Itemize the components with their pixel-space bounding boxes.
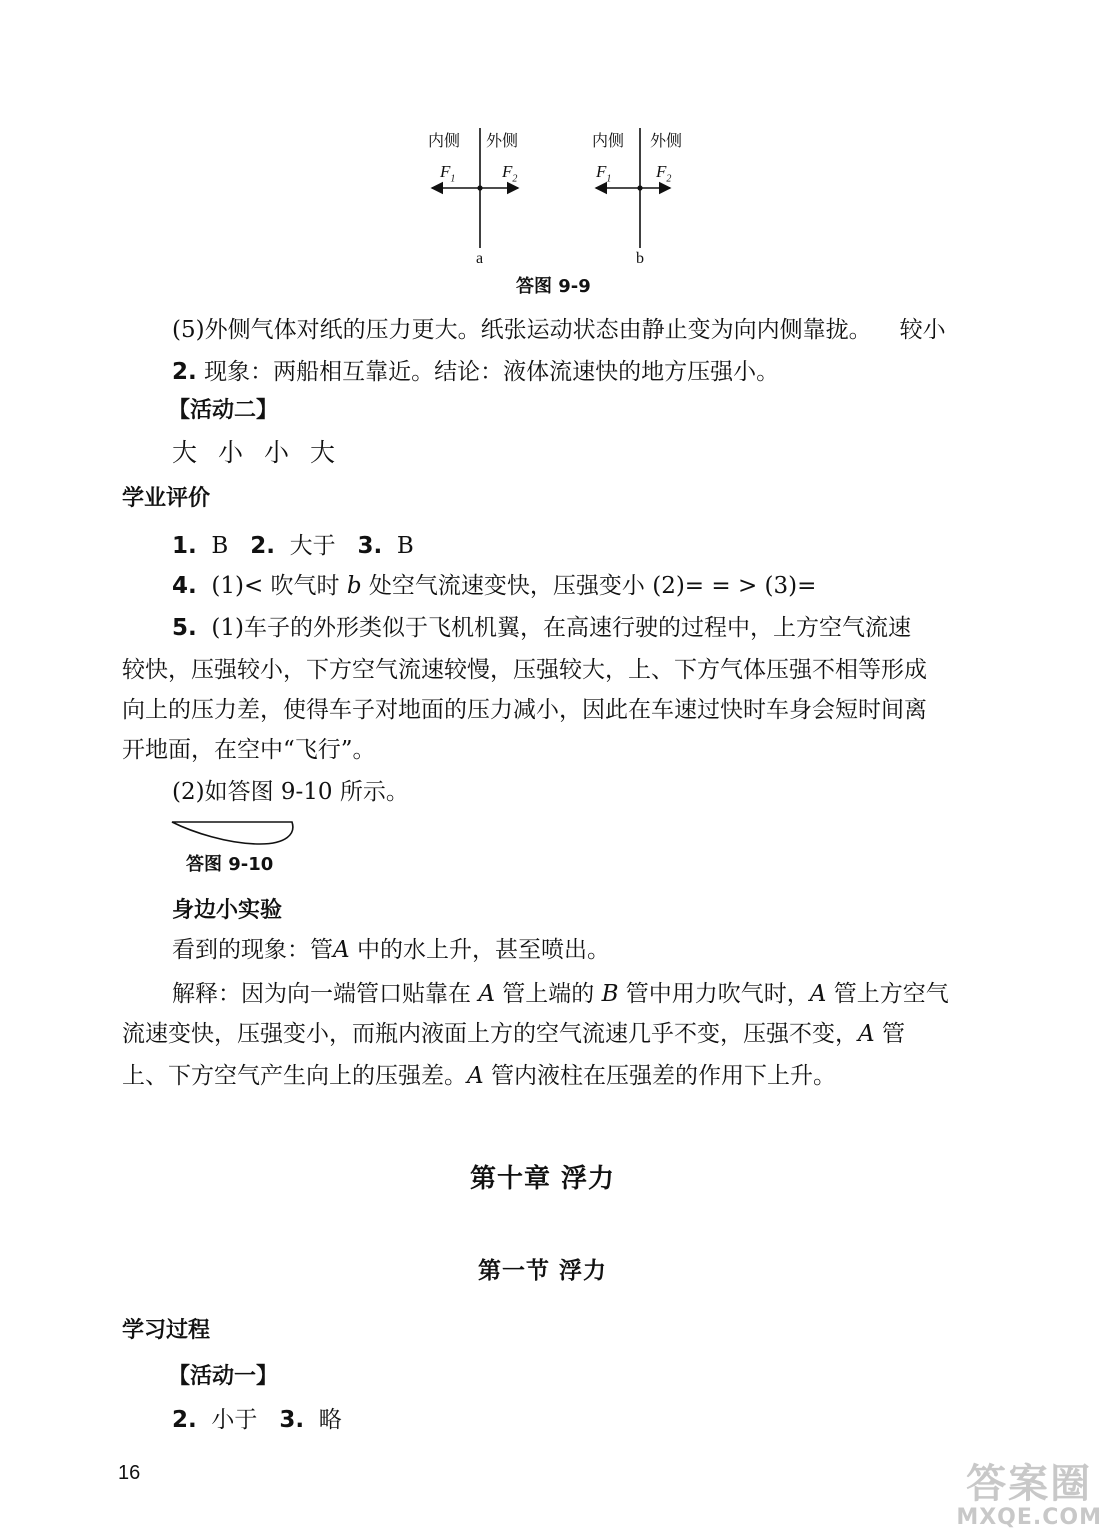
force-f1-label-a: $F_1$ [440,162,456,185]
diagram-b-label: b [636,250,644,267]
section-title: 第一节 浮力 [478,1258,608,1284]
assessment-line4: 4. (1)< 吹气时 b 处空气流速变快，压强变小 (2)= = > (3)= [172,573,817,599]
force-f2-label-b: $F_2$ [656,162,672,185]
experiment-explanation-line3: 上、下方空气产生向上的压强差。A 管内液柱在压强差的作用下上升。 [122,1063,836,1089]
experiment-explanation-line2: 流速变快，压强变小，而瓶内液面上方的空气流速几乎不变，压强不变，A 管 [122,1021,905,1047]
assessment-line1: 1. B 2. 大于 3. B [172,533,414,559]
activity2-title: 【活动二】 [168,398,279,423]
assessment-q5-line3: 向上的压力差，使得车子对地面的压力减小，因此在车速过快时车身会短时间离 [122,697,927,723]
assessment-q5-line2: 较快，压强较小，下方空气流速较慢，压强较大，上、下方气体压强不相等形成 [122,657,927,683]
activity2-answers: 大 小 小 大 [172,438,336,467]
figure-9-9-caption: 答图 9-9 [516,276,591,297]
page-number: 16 [118,1462,141,1484]
figure-9-10-caption: 答图 9-10 [186,854,274,875]
force-f2-label-a: $F_2$ [502,162,518,185]
assessment-q5-part2: (2)如答图 9-10 所示。 [172,779,409,805]
outer-label-b: 外侧 [650,131,683,150]
figure-9-10-car-profile [168,812,308,852]
inner-label-a: 内侧 [428,131,461,150]
experiment-explanation-line1: 解释：因为向一端管口贴靠在 A 管上端的 B 管中用力吹气时，A 管上方空气 [172,981,949,1007]
experiment-observation: 看到的现象：管A 中的水上升，甚至喷出。 [172,937,610,963]
diagram-a-label: a [476,250,484,267]
assessment-title: 学业评价 [122,486,211,511]
activity1-title: 【活动一】 [168,1364,279,1389]
activity1-answers: 2. 小于 3. 略 [172,1407,342,1433]
point-a [477,185,482,190]
watermark-logo: 答案圈 MXQE.COM [956,1461,1102,1530]
outer-label-a: 外侧 [486,131,519,150]
chapter-title: 第十章 浮力 [470,1164,616,1194]
figure-9-9 [420,120,720,290]
assessment-q5-line1: 5. (1)车子的外形类似于飞机机翼，在高速行驶的过程中，上方空气流速 [172,615,911,641]
experiment-title: 身边小实验 [172,898,283,923]
learning-process-title: 学习过程 [122,1318,211,1343]
point-b [637,185,642,190]
answer-q5: (5)外侧气体对纸的压力更大。纸张运动状态由静止变为向内侧靠拢。 较小 [172,317,946,343]
inner-label-b: 内侧 [592,131,625,150]
force-f1-label-b: $F_1$ [596,162,612,185]
force-diagram-svg [420,120,720,290]
answer-q2: 2. 现象：两船相互靠近。结论：液体流速快的地方压强小。 [172,359,780,385]
assessment-q5-line4: 开地面，在空中“飞行”。 [122,737,376,763]
